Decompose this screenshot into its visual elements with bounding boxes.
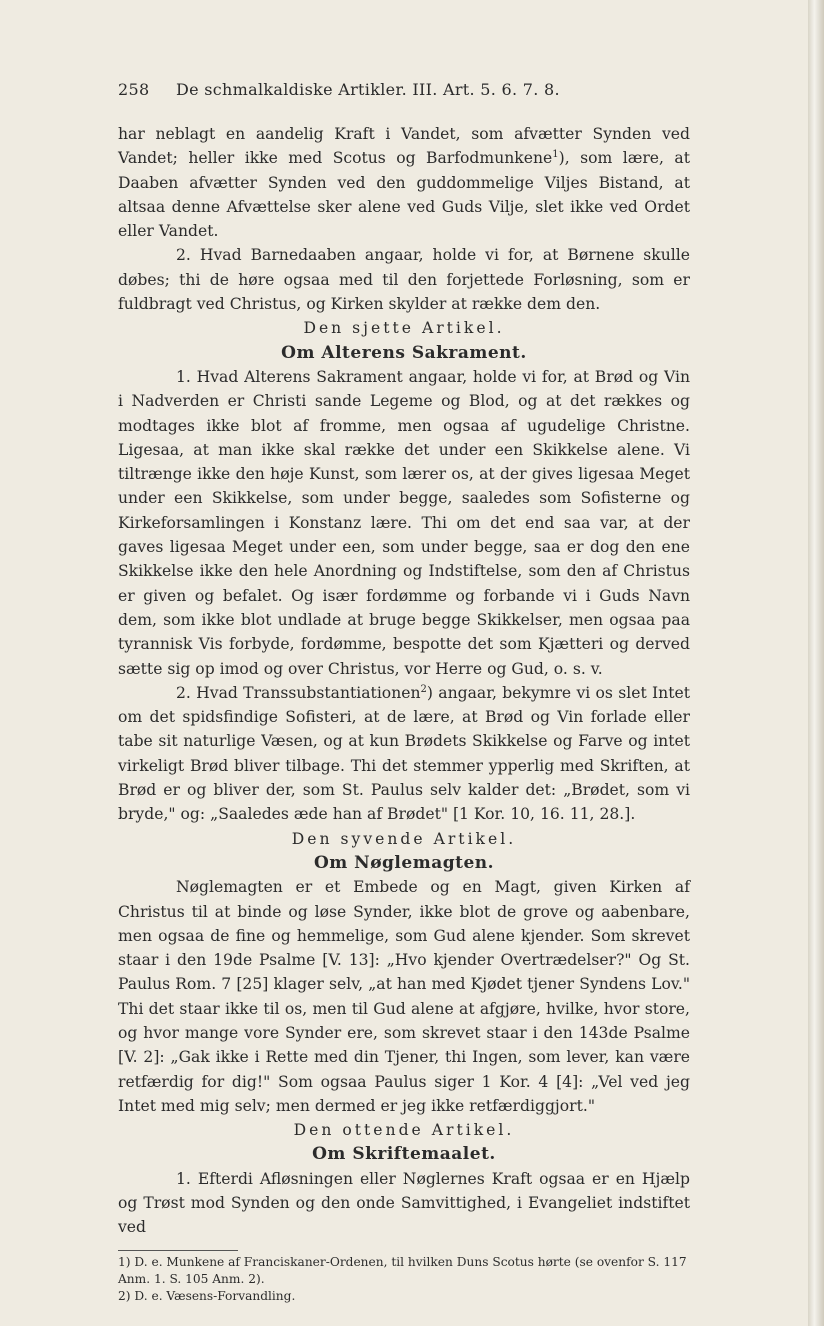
page-number: 258 [118, 80, 150, 99]
page-body [118, 122, 690, 1240]
article-8-heading: Om Skriftemaalet. [312, 1144, 496, 1165]
footnote-ref-2[interactable]: 2 [420, 683, 427, 695]
article-6-title: Den sjette Artikel. [303, 319, 505, 338]
article-7-heading: Om Nøglemagten. [313, 852, 495, 873]
running-title: De schmalkaldiske Artikler. III. Art. 5. 6. 7. 8. [176, 80, 560, 99]
footnote-mark: 1) [118, 1255, 131, 1269]
paragraph-text: har neblagt en aandelig Kraft i Vandet, som afvætter Synden ved Vandet; heller ikke med Scotus og Barfodmunkene [118, 125, 690, 168]
footnote-mark: 2) [118, 1289, 131, 1303]
paragraph-transsubstantiation: 2. Hvad Transsubstantiationen$^2$) angaar, bekymre vi os slet Intet om det spidsfindige Sofisteri, at de lære, at Brød og Vin forlade eller tabe sit naturlige Væsen, og at kun Brødets Skikkelse og Farve og intet virkeligt Brød bliver tilbage. Thi det stemmer ypperlig med Skriften, at Brød er og bliver der, som St. Paulus selv kalder det: „Brødet, som vi bryde," og: „Saaledes æde han af Brødet" [1 Kor. 10, 16. 11, 28.]. [118, 683, 690, 824]
article-8-title: Den ottende Artikel. [293, 1121, 515, 1140]
footnote-ref-1[interactable]: 1 [552, 149, 559, 161]
page-header [118, 80, 690, 104]
paragraph-text: 2. Hvad Transsubstantiationen [176, 683, 421, 702]
page-edge [808, 0, 824, 1326]
paragraph-text: , som lære, at Daaben afvætter Synden ved den guddommelige Viljes Bistand, at altsaa denne Afvættelse sker alene ved Guds Vilje, slet ikke ved Ordet eller Vandet. [118, 149, 690, 241]
footnote-text: D. e. Munkene af Franciskaner-Ordenen, til hvilken Duns Scotus hørte (se ovenfor S. 117 Anm. 1. S. 105 Anm. 2). [118, 1255, 687, 1286]
paragraph-keys: Nøglemagten er et Embede og en Magt, given Kirken af Christus til at binde og løse Synder, ikke blot de grove og aabenbare, men ogsaa de fine og hemmelige, som Gud alene kjender. Som skrevet staar i den 19de Psalme [V. 13]: „Hvo kjender Overtrædelser?" Og St. Paulus Rom. 7 [25] klager selv, „at han med Kjødet tjener Syndens Lov." Thi det staar ikke til os, men til Gud alene at afgjøre, hvilke, hvor store, og hvor mange vore Synder ere, som skrevet staar i den 143de Psalme [V. 2]: „Gak ikke i Rette med din Tjener, thi Ingen, som lever, kan være retfærdig for dig!" Som ogsaa Paulus siger 1 Kor. 4 [4]: „Vel ved jeg Intet med mig selv; men dermed er jeg ikke retfærdiggjort." [118, 878, 690, 1115]
paragraph-baptism-end: har neblagt en aandelig Kraft i Vandet, som afvætter Synden ved Vandet; heller ikke med Scotus og Barfodmunkene$^1$), som lære, at Daaben afvætter Synden ved den guddommelige Viljes Bistand, at altsaa denne Afvættelse sker alene ved Guds Vilje, slet ikke ved Ordet eller Vandet. [118, 125, 690, 241]
article-7-title: Den syvende Artikel. [291, 829, 517, 848]
footnotes [118, 1254, 690, 1305]
paragraph-infant-baptism: 2. Hvad Barnedaaben angaar, holde vi for, at Børnene skulle døbes; thi de høre ogsaa med til den forjettede Forløsning, som er fuldbragt ved Christus, og Kirken skylder at række dem den. [118, 246, 690, 314]
article-6-heading: Om Alterens Sakrament. [281, 342, 527, 363]
paragraph-confession: 1. Efterdi Afløsningen eller Nøglernes Kraft ogsaa er en Hjælp og Trøst mod Synden og den onde Samvittighed, i Evangeliet indstiftet ved [118, 1169, 690, 1237]
paragraph-sacrament: 1. Hvad Alterens Sakrament angaar, holde vi for, at Brød og Vin i Nadverden er Christi sande Legeme og Blod, og at det rækkes og modtages ikke blot af fromme, men ogsaa af ugudelige Christne. Ligesaa, at man ikke skal række det under een Skikkelse alene. Vi tiltrænge ikke den høje Kunst, som lærer os, at der gives ligesaa Meget under een Skikkelse, som under begge, saaledes som Sofisterne og Kirkeforsamlingen i Konstanz lære. Thi om det end saa var, at der gaves ligesaa Meget under een, som under begge, saa er dog den ene Skikkelse ikke den hele Anordning og Indstiftelse, som den af Christus er given og befalet. Og især fordømme og forbande vi i Guds Navn dem, som ikke blot undlade at bruge begge Skikkelser, men ogsaa paa tyrannisk Vis forbyde, fordømme, bespotte det som Kjætteri og derved sætte sig op imod og over Christus, vor Herre og Gud, o. s. v. [118, 367, 690, 678]
footnote-2 [118, 1288, 690, 1305]
footnote-text: D. e. Væsens-Forvandling. [134, 1289, 296, 1303]
footnote-divider [118, 1250, 238, 1251]
paragraph-text: angaar, bekymre vi os slet Intet om det spidsfindige Sofisteri, at de lære, at Brød og Vin forlade eller tabe sit naturlige Væsen, og at kun Brødets Skikkelse og Farve og intet virkeligt Brød bliver tilbage. Thi det stemmer ypperlig med Skriften, at Brød er og bliver der, som St. Paulus selv kalder det: „Brødet, som vi bryde," og: „Saaledes æde han af Brødet" [1 Kor. 10, 16. 11, 28.]. [118, 683, 690, 824]
footnote-1 [118, 1254, 690, 1288]
